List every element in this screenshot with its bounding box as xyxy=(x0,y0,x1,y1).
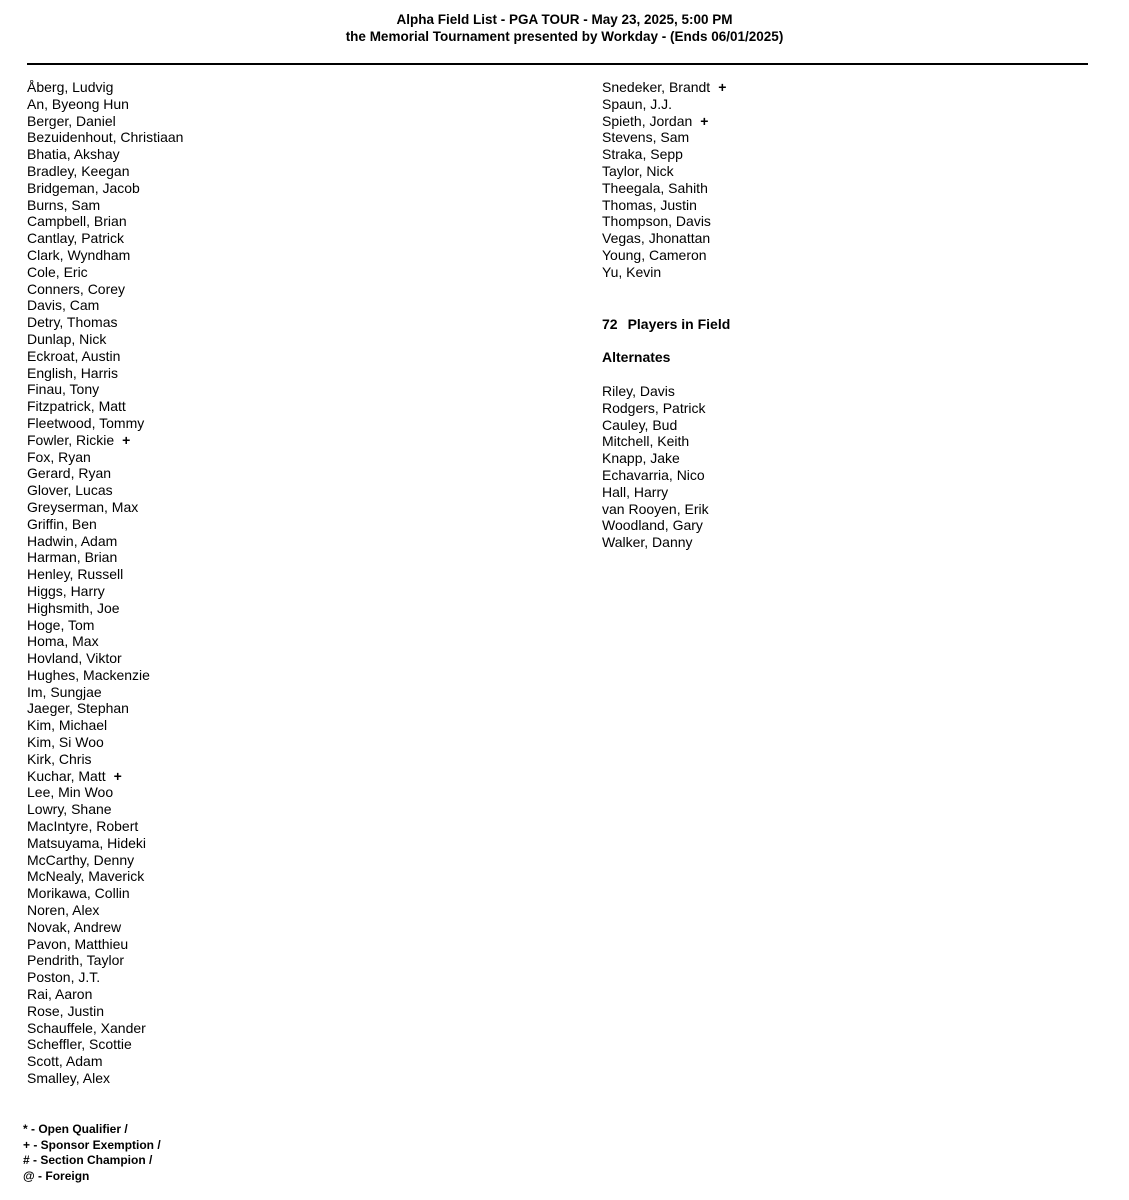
player-row xyxy=(27,432,183,449)
player-row xyxy=(27,852,183,869)
player-name: Bradley, Keegan xyxy=(27,162,130,179)
player-row xyxy=(27,751,183,768)
player-name: Young, Cameron xyxy=(602,246,707,263)
player-name: Pendrith, Taylor xyxy=(27,952,125,969)
player-row xyxy=(27,617,183,634)
player-name: Campbell, Brian xyxy=(27,213,127,230)
player-row xyxy=(602,433,709,450)
player-name: Schauffele, Xander xyxy=(27,1019,146,1036)
player-name: Fox, Ryan xyxy=(27,448,91,465)
player-name: Homa, Max xyxy=(27,633,99,650)
player-row xyxy=(602,96,726,113)
player-name: Higgs, Harry xyxy=(27,582,105,599)
player-name: Hoge, Tom xyxy=(27,616,95,633)
player-row xyxy=(27,146,183,163)
player-row xyxy=(27,163,183,180)
legend xyxy=(23,1122,161,1184)
player-name: Scott, Adam xyxy=(27,1053,103,1070)
sponsor-exemption-marker: + xyxy=(122,431,131,448)
player-name: Hall, Harry xyxy=(602,483,669,500)
player-name: Walker, Danny xyxy=(602,534,693,551)
player-name: Theegala, Sahith xyxy=(602,179,708,196)
sponsor-exemption-marker: + xyxy=(113,767,122,784)
player-row xyxy=(27,516,183,533)
player-row xyxy=(602,450,709,467)
player-row xyxy=(27,667,183,684)
player-row xyxy=(27,398,183,415)
field-count-number: 72 xyxy=(602,316,618,332)
player-name: Cole, Eric xyxy=(27,263,88,280)
player-row xyxy=(27,1070,183,1087)
field-count-label: Players in Field xyxy=(627,316,731,332)
player-row xyxy=(27,818,183,835)
player-row xyxy=(27,1003,183,1020)
player-row xyxy=(602,534,709,551)
player-name: Cauley, Bud xyxy=(602,416,678,433)
player-name: Griffin, Ben xyxy=(27,515,97,532)
player-name: Greyserman, Max xyxy=(27,498,139,515)
player-row xyxy=(27,129,183,146)
player-row xyxy=(602,501,709,518)
player-row xyxy=(602,197,726,214)
player-name: Lowry, Shane xyxy=(27,801,112,818)
player-name: Riley, Davis xyxy=(602,383,675,399)
player-row xyxy=(27,465,183,482)
player-name: Berger, Daniel xyxy=(27,112,116,129)
player-row xyxy=(27,314,183,331)
player-name: Echavarria, Nico xyxy=(602,466,705,483)
player-row xyxy=(27,633,183,650)
player-name: Im, Sungjae xyxy=(27,683,102,700)
player-row xyxy=(27,784,183,801)
player-name: Finau, Tony xyxy=(27,381,100,398)
player-name: Fleetwood, Tommy xyxy=(27,414,145,431)
player-name: Burns, Sam xyxy=(27,196,101,213)
player-name: Knapp, Jake xyxy=(602,450,680,467)
player-row xyxy=(27,533,183,550)
player-name: Eckroat, Austin xyxy=(27,347,121,364)
player-name: Novak, Andrew xyxy=(27,918,122,935)
player-row xyxy=(27,365,183,382)
player-name: Matsuyama, Hideki xyxy=(27,834,147,851)
player-row xyxy=(27,348,183,365)
player-row xyxy=(602,129,726,146)
player-row xyxy=(27,549,183,566)
player-name: Hughes, Mackenzie xyxy=(27,666,150,683)
document-title: Alpha Field List - PGA TOUR - May 23, 2025, 5:00 PM xyxy=(396,12,733,27)
player-row xyxy=(27,213,183,230)
player-name: Lee, Min Woo xyxy=(27,784,114,801)
player-name: McCarthy, Denny xyxy=(27,851,135,868)
player-name: Kim, Michael xyxy=(27,717,108,734)
player-name: Thompson, Davis xyxy=(602,213,711,230)
alternates-list xyxy=(602,383,709,551)
player-row xyxy=(27,952,183,969)
player-row xyxy=(27,180,183,197)
player-name: Poston, J.T. xyxy=(27,969,101,986)
player-row xyxy=(27,902,183,919)
player-name: Vegas, Jhonattan xyxy=(602,230,711,247)
player-row xyxy=(27,801,183,818)
player-name: An, Byeong Hun xyxy=(27,95,129,112)
player-row xyxy=(27,247,183,264)
player-row xyxy=(27,79,183,96)
player-name: Spaun, J.J. xyxy=(602,95,673,112)
legend-section-champion: # - Section Champion / xyxy=(23,1153,153,1167)
player-row xyxy=(27,381,183,398)
player-row xyxy=(602,417,709,434)
legend-open-qualifier: * - Open Qualifier / xyxy=(23,1122,128,1136)
player-name: Highsmith, Joe xyxy=(27,599,120,616)
player-row xyxy=(27,297,183,314)
player-name: Clark, Wyndham xyxy=(27,246,131,263)
sponsor-exemption-marker: + xyxy=(718,79,727,95)
player-name: Spieth, Jordan xyxy=(602,112,693,129)
player-row xyxy=(27,885,183,902)
player-name: Rai, Aaron xyxy=(27,986,93,1003)
player-row xyxy=(27,717,183,734)
player-row xyxy=(602,484,709,501)
player-row xyxy=(27,734,183,751)
player-row xyxy=(27,1036,183,1053)
player-name: Conners, Corey xyxy=(27,280,126,297)
player-row xyxy=(27,264,183,281)
player-name: Harman, Brian xyxy=(27,549,118,566)
player-name: Morikawa, Collin xyxy=(27,885,130,902)
player-name: Snedeker, Brandt xyxy=(602,79,711,95)
player-row xyxy=(602,230,726,247)
player-row xyxy=(27,835,183,852)
player-name: Davis, Cam xyxy=(27,297,100,314)
player-row xyxy=(27,684,183,701)
player-row xyxy=(602,383,709,400)
player-row xyxy=(27,449,183,466)
header-divider xyxy=(27,63,1088,65)
tournament-subtitle: the Memorial Tournament presented by Workday - (Ends 06/01/2025) xyxy=(345,29,784,44)
player-name: Fitzpatrick, Matt xyxy=(27,398,126,415)
player-name: Taylor, Nick xyxy=(602,162,674,179)
player-row xyxy=(27,96,183,113)
player-name: Smalley, Alex xyxy=(27,1070,110,1087)
player-name: Glover, Lucas xyxy=(27,482,113,499)
player-row xyxy=(27,113,183,130)
player-row xyxy=(27,415,183,432)
player-name: Straka, Sepp xyxy=(602,146,683,163)
player-row xyxy=(27,1053,183,1070)
player-name: Detry, Thomas xyxy=(27,314,118,331)
alternates-heading: Alternates xyxy=(602,349,671,365)
player-name: Bridgeman, Jacob xyxy=(27,179,140,196)
player-row xyxy=(27,230,183,247)
player-row xyxy=(602,113,726,130)
player-row xyxy=(602,163,726,180)
player-row xyxy=(602,180,726,197)
player-row xyxy=(27,768,183,785)
player-row xyxy=(27,281,183,298)
player-name: Bhatia, Akshay xyxy=(27,146,120,163)
player-name: Åberg, Ludvig xyxy=(27,79,114,95)
player-row xyxy=(27,650,183,667)
player-name: Kirk, Chris xyxy=(27,750,92,767)
player-name: Kuchar, Matt xyxy=(27,767,106,784)
player-row xyxy=(27,700,183,717)
player-name: Noren, Alex xyxy=(27,902,100,919)
player-name: Jaeger, Stephan xyxy=(27,700,129,717)
player-row xyxy=(27,197,183,214)
player-name: Henley, Russell xyxy=(27,566,124,583)
player-name: Thomas, Justin xyxy=(602,196,697,213)
player-row xyxy=(27,600,183,617)
player-row xyxy=(27,868,183,885)
player-row xyxy=(602,467,709,484)
player-name: MacIntyre, Robert xyxy=(27,818,139,835)
player-row xyxy=(27,919,183,936)
player-row xyxy=(27,331,183,348)
player-name: Rodgers, Patrick xyxy=(602,399,706,416)
player-row xyxy=(602,247,726,264)
player-name: Pavon, Matthieu xyxy=(27,935,129,952)
field-list-left-column xyxy=(27,79,183,1087)
field-list-right-column xyxy=(602,79,726,281)
player-name: Scheffler, Scottie xyxy=(27,1036,132,1053)
player-name: Bezuidenhout, Christiaan xyxy=(27,129,184,146)
player-row xyxy=(602,264,726,281)
player-name: van Rooyen, Erik xyxy=(602,500,709,517)
player-name: Stevens, Sam xyxy=(602,129,690,146)
document-header xyxy=(0,11,1129,45)
player-name: Hovland, Viktor xyxy=(27,650,122,667)
player-name: Dunlap, Nick xyxy=(27,330,107,347)
player-name: McNealy, Maverick xyxy=(27,868,145,885)
player-row xyxy=(27,986,183,1003)
player-name: Hadwin, Adam xyxy=(27,532,118,549)
player-name: Rose, Justin xyxy=(27,1002,105,1019)
player-name: Yu, Kevin xyxy=(602,263,662,280)
player-name: Woodland, Gary xyxy=(602,517,703,534)
player-name: Fowler, Rickie xyxy=(27,431,115,448)
player-name: Cantlay, Patrick xyxy=(27,230,124,247)
player-row xyxy=(602,517,709,534)
player-row xyxy=(27,583,183,600)
legend-foreign: @ - Foreign xyxy=(23,1168,90,1183)
player-name: Gerard, Ryan xyxy=(27,465,112,482)
player-row xyxy=(602,213,726,230)
player-row xyxy=(602,79,726,96)
player-name: Mitchell, Keith xyxy=(602,433,690,450)
legend-sponsor-exemption: + - Sponsor Exemption / xyxy=(23,1137,161,1152)
player-row xyxy=(27,936,183,953)
player-name: English, Harris xyxy=(27,364,119,381)
player-row xyxy=(27,482,183,499)
player-name: Kim, Si Woo xyxy=(27,734,104,751)
player-row xyxy=(27,969,183,986)
sponsor-exemption-marker: + xyxy=(700,112,709,129)
player-row xyxy=(27,499,183,516)
players-in-field-count xyxy=(602,316,730,332)
player-row xyxy=(602,400,709,417)
player-row xyxy=(27,1020,183,1037)
player-row xyxy=(27,566,183,583)
player-row xyxy=(602,146,726,163)
